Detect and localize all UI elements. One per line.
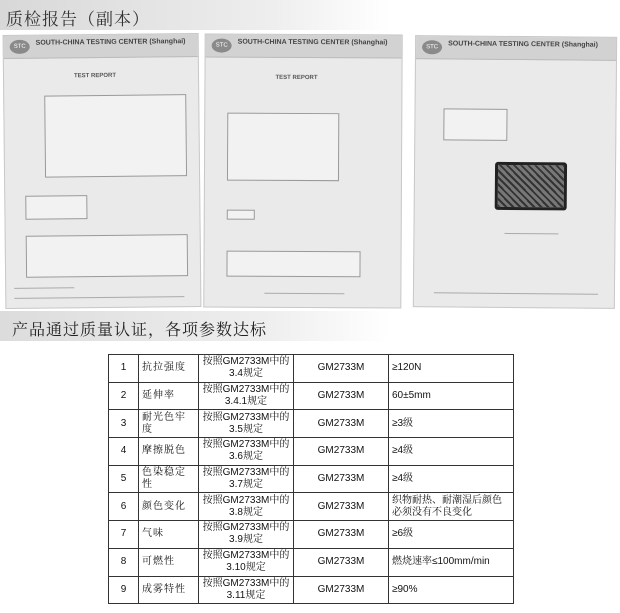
row-value: 60±5mm xyxy=(389,382,514,410)
row-index: 8 xyxy=(109,548,139,576)
row-standard: GM2733M xyxy=(294,410,389,438)
section-bar xyxy=(0,311,390,341)
report-title: TEST REPORT xyxy=(275,74,318,82)
row-index: 2 xyxy=(109,382,139,410)
report-header xyxy=(416,36,616,61)
section-title: 产品通过质量认证，各项参数达标 xyxy=(12,320,268,339)
report-strength-box xyxy=(443,108,507,141)
row-value: ≥120N xyxy=(389,355,514,383)
table-row xyxy=(109,576,514,604)
row-standard: GM2733M xyxy=(294,521,389,549)
row-standard: GM2733M xyxy=(294,382,389,410)
row-index: 5 xyxy=(109,465,139,493)
report-sample-box xyxy=(25,195,87,220)
row-value: ≥90% xyxy=(389,576,514,604)
row-name: 成雾特性 xyxy=(139,576,199,604)
table-row xyxy=(109,465,514,493)
table-row xyxy=(109,548,514,576)
report-result-box xyxy=(226,251,360,278)
stc-logo-icon: STC xyxy=(422,40,442,54)
row-standard: GM2733M xyxy=(294,493,389,521)
row-method: 按照GM2733M中的3.7规定 xyxy=(199,465,294,493)
table-row xyxy=(109,382,514,410)
report-sheet-3 xyxy=(413,35,617,309)
table-row xyxy=(109,438,514,466)
table-row xyxy=(109,410,514,438)
row-value: 燃烧速率≤100mm/min xyxy=(389,548,514,576)
row-value: 织物耐热、耐潮湿后颜色必须没有不良变化 xyxy=(389,493,514,521)
report-info-box xyxy=(44,94,187,177)
report-title: TEST REPORT xyxy=(73,72,117,80)
report-grade-box xyxy=(227,210,255,220)
report-header xyxy=(206,34,402,58)
stc-logo-icon: STC xyxy=(212,39,232,53)
row-name: 摩擦脱色 xyxy=(139,438,199,466)
row-index: 1 xyxy=(109,355,139,383)
row-index: 9 xyxy=(109,576,139,604)
table-row xyxy=(109,521,514,549)
table-row xyxy=(109,493,514,521)
row-value: ≥3级 xyxy=(389,410,514,438)
row-index: 3 xyxy=(109,410,139,438)
row-value: ≥4级 xyxy=(389,438,514,466)
row-name: 耐光色牢度 xyxy=(139,410,199,438)
row-standard: GM2733M xyxy=(294,576,389,604)
row-name: 气味 xyxy=(139,521,199,549)
row-index: 6 xyxy=(109,493,139,521)
params-table-body xyxy=(109,355,514,604)
row-index: 4 xyxy=(109,438,139,466)
row-name: 延伸率 xyxy=(139,382,199,410)
row-name: 抗拉强度 xyxy=(139,355,199,383)
report-results-box xyxy=(26,234,188,278)
row-method: 按照GM2733M中的3.5规定 xyxy=(199,410,294,438)
report-header xyxy=(4,34,198,59)
row-value: ≥4级 xyxy=(389,465,514,493)
stc-logo-icon: STC xyxy=(10,40,30,54)
row-method: 按照GM2733M中的3.11规定 xyxy=(199,576,294,604)
report-table-box xyxy=(227,113,339,182)
row-standard: GM2733M xyxy=(294,465,389,493)
report-org: SOUTH-CHINA TESTING CENTER (Shanghai) xyxy=(35,38,186,47)
report-org: SOUTH-CHINA TESTING CENTER (Shanghai) xyxy=(237,38,388,47)
title-bar xyxy=(0,0,390,30)
row-method: 按照GM2733M中的3.10规定 xyxy=(199,548,294,576)
row-index: 7 xyxy=(109,521,139,549)
report-sheet-2 xyxy=(203,33,402,308)
page-title: 质检报告（副本） xyxy=(6,10,150,30)
row-name: 色染稳定性 xyxy=(139,465,199,493)
report-images xyxy=(0,32,620,308)
row-method: 按照GM2733M中的3.4.1规定 xyxy=(199,382,294,410)
row-value: ≥6级 xyxy=(389,521,514,549)
row-method: 按照GM2733M中的3.9规定 xyxy=(199,521,294,549)
row-method: 按照GM2733M中的3.4规定 xyxy=(199,355,294,383)
cargo-net-photo xyxy=(495,162,567,211)
row-method: 按照GM2733M中的3.6规定 xyxy=(199,438,294,466)
row-standard: GM2733M xyxy=(294,548,389,576)
row-standard: GM2733M xyxy=(294,438,389,466)
report-sheet-1 xyxy=(3,33,202,309)
report-org: SOUTH-CHINA TESTING CENTER (Shanghai) xyxy=(448,40,598,49)
params-table xyxy=(108,354,514,604)
row-standard: GM2733M xyxy=(294,355,389,383)
row-name: 颜色变化 xyxy=(139,493,199,521)
row-method: 按照GM2733M中的3.8规定 xyxy=(199,493,294,521)
table-row xyxy=(109,355,514,383)
row-name: 可燃性 xyxy=(139,548,199,576)
